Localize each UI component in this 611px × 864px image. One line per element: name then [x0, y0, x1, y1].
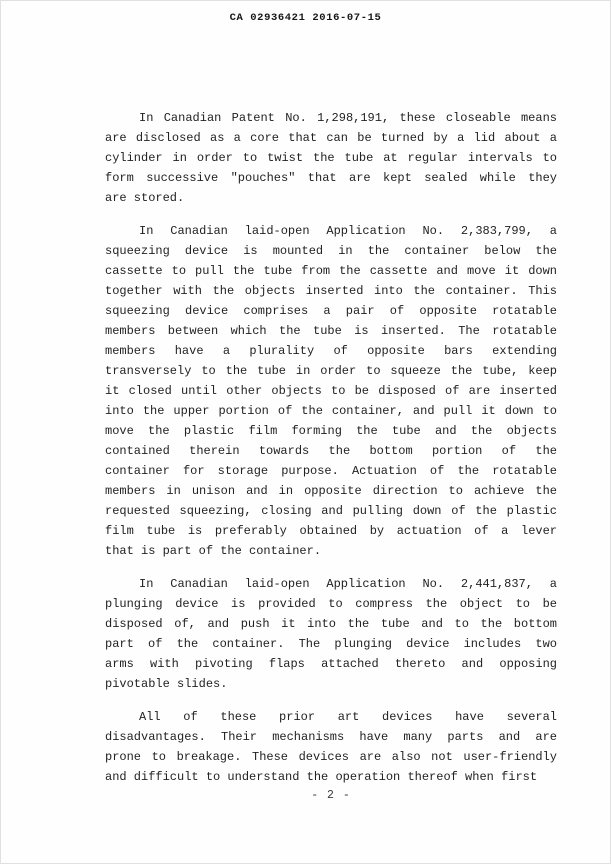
text-line: squeezing device comprises a pair of opposite rotatable — [105, 304, 557, 318]
text-line: into the upper portion of the container, and pull it down to — [105, 404, 557, 418]
paragraph — [105, 574, 557, 694]
text-line: In Canadian laid-open Application No. 2,383,799, a — [139, 224, 557, 238]
text-line: arms with pivoting flaps attached thereto and opposing — [105, 657, 557, 671]
paragraph — [105, 108, 557, 208]
text-line: form successive "pouches" that are kept sealed while they — [105, 171, 557, 185]
text-line: it closed until other objects to be disposed of are inserted — [105, 384, 557, 398]
text-line: plunging device is provided to compress the object to be — [105, 597, 557, 611]
text-line: disadvantages. Their mechanisms have many parts and are — [105, 730, 557, 744]
text-line: prone to breakage. These devices are also not user-friendly — [105, 750, 557, 764]
text-line: pivotable slides. — [105, 677, 228, 691]
text-line: cylinder in order to twist the tube at regular intervals to — [105, 151, 557, 165]
text-line: container for storage purpose. Actuation of the rotatable — [105, 464, 557, 478]
text-line: members between which the tube is inserted. The rotatable — [105, 324, 557, 338]
text-line: contained therein towards the bottom portion of the — [105, 444, 557, 458]
paragraph — [105, 221, 557, 561]
text-line: together with the objects inserted into the container. This — [105, 284, 557, 298]
patent-number-header: CA 02936421 2016-07-15 — [229, 12, 382, 24]
page-number: - 2 - — [311, 789, 351, 802]
text-line: part of the container. The plunging device includes two — [105, 637, 557, 651]
text-line: are stored. — [105, 191, 185, 205]
text-line: In Canadian laid-open Application No. 2,441,837, a — [139, 577, 557, 591]
text-line: disposed of, and push it into the tube and to the bottom — [105, 617, 557, 631]
text-line: move the plastic film forming the tube and the objects — [105, 424, 557, 438]
text-line: are disclosed as a core that can be turned by a lid about a — [105, 131, 557, 145]
text-line: transversely to the tube in order to squeeze the tube, keep — [105, 364, 557, 378]
document-body — [105, 108, 557, 800]
text-line: film tube is preferably obtained by actuation of a lever — [105, 524, 557, 538]
text-line: members in unison and in opposite direction to achieve the — [105, 484, 557, 498]
text-line: members have a plurality of opposite bars extending — [105, 344, 557, 358]
text-line: All of these prior art devices have several — [139, 710, 557, 724]
text-line: and difficult to understand the operation thereof when first — [105, 770, 538, 784]
text-line: that is part of the container. — [105, 544, 322, 558]
text-line: In Canadian Patent No. 1,298,191, these closeable means — [139, 111, 557, 125]
paragraph — [105, 707, 557, 787]
text-line: cassette to pull the tube from the cassette and move it down — [105, 264, 557, 278]
text-line: squeezing device is mounted in the container below the — [105, 244, 557, 258]
text-line: requested squeezing, closing and pulling down of the plastic — [105, 504, 557, 518]
